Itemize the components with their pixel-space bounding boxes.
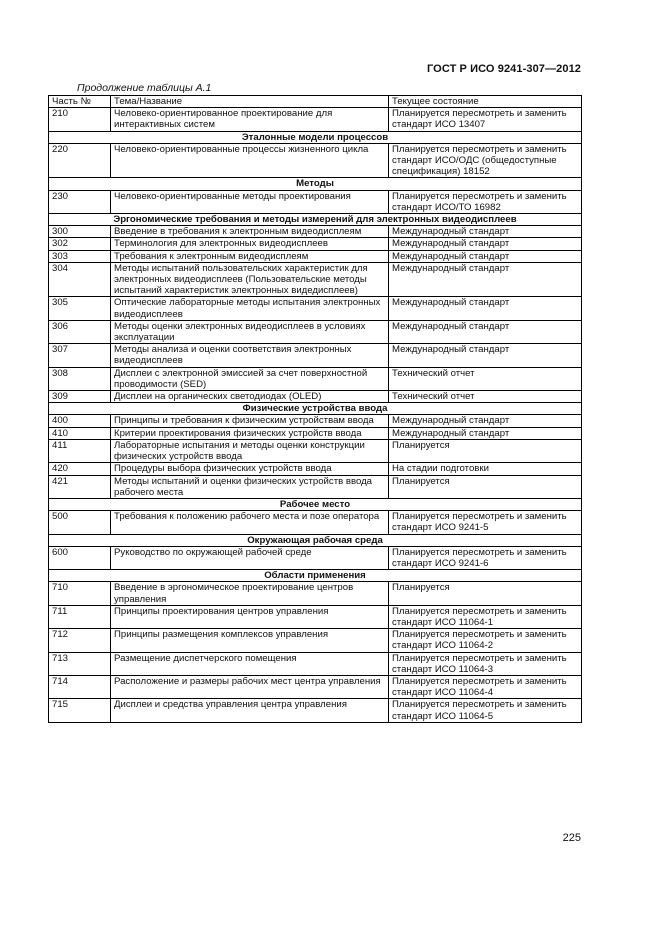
status-cell: Международный стандарт [389, 320, 582, 343]
table-header-row [49, 96, 582, 108]
title-cell: Принципы и требования к физическим устройствам ввода [111, 415, 389, 427]
table-row [49, 238, 582, 250]
part-number-cell: 305 [49, 297, 111, 320]
table-row [49, 391, 582, 403]
status-cell: Планируется [389, 439, 582, 462]
title-cell: Размещение диспетчерского помещения [111, 652, 389, 675]
part-number-cell: 300 [49, 226, 111, 238]
table-row [49, 190, 582, 213]
status-cell: Планируется пересмотреть и заменить стандарт ИСО 9241-5 [389, 511, 582, 534]
section-heading: Эргономические требования и методы измерений для электронных видеодисплеев [49, 214, 582, 226]
title-cell: Принципы проектирования центров управления [111, 605, 389, 628]
table-body [49, 108, 582, 723]
table-row [49, 250, 582, 262]
section-heading: Области применения [49, 570, 582, 582]
title-cell: Критерии проектирования физических устройств ввода [111, 427, 389, 439]
part-number-cell: 421 [49, 475, 111, 498]
part-number-cell: 307 [49, 344, 111, 367]
table-row [49, 475, 582, 498]
status-cell: Планируется пересмотреть и заменить стандарт ИСО 9241-6 [389, 546, 582, 569]
table-row [49, 320, 582, 343]
section-heading-row [49, 570, 582, 582]
status-cell: Международный стандарт [389, 415, 582, 427]
section-heading: Методы [49, 178, 582, 190]
status-cell: Планируется пересмотреть и заменить стандарт ИСО 11064-3 [389, 652, 582, 675]
part-number-cell: 210 [49, 108, 111, 131]
title-cell: Руководство по окружающей рабочей среде [111, 546, 389, 569]
part-number-cell: 715 [49, 699, 111, 722]
section-heading: Окружающая рабочая среда [49, 534, 582, 546]
part-number-cell: 714 [49, 675, 111, 698]
table-row [49, 582, 582, 605]
table-row [49, 546, 582, 569]
standards-table [48, 95, 582, 723]
table-row [49, 652, 582, 675]
status-cell: Международный стандарт [389, 427, 582, 439]
status-cell: Международный стандарт [389, 297, 582, 320]
table-row [49, 605, 582, 628]
title-cell: Принципы размещения комплексов управления [111, 629, 389, 652]
page-number: 225 [562, 832, 581, 844]
part-number-cell: 500 [49, 511, 111, 534]
column-header-part: Часть № [49, 96, 111, 108]
title-cell: Дисплеи с электронной эмиссией за счет поверхностной проводимости (SED) [111, 367, 389, 390]
standard-code: ГОСТ Р ИСО 9241-307—2012 [426, 63, 581, 75]
status-cell: Планируется пересмотреть и заменить стандарт ИСО/ОДС (общедоступные спецификация) 18152 [389, 143, 582, 178]
table-row [49, 108, 582, 131]
title-cell: Терминология для электронных видеодисплеев [111, 238, 389, 250]
title-cell: Дисплеи на органических светодиодах (OLED) [111, 391, 389, 403]
table-row [49, 344, 582, 367]
column-header-title: Тема/Название [111, 96, 389, 108]
table-row [49, 629, 582, 652]
status-cell: Планируется пересмотреть и заменить стандарт ИСО 11064-2 [389, 629, 582, 652]
part-number-cell: 220 [49, 143, 111, 178]
title-cell: Человеко-ориентированное проектирование для интерактивных систем [111, 108, 389, 131]
status-cell: Планируется [389, 582, 582, 605]
section-heading-row [49, 214, 582, 226]
part-number-cell: 230 [49, 190, 111, 213]
title-cell: Методы оценки электронных видеодисплеев в условиях эксплуатации [111, 320, 389, 343]
title-cell: Введение в эргономическое проектирование центров управления [111, 582, 389, 605]
title-cell: Лабораторные испытания и методы оценки конструкции физических устройств ввода [111, 439, 389, 462]
status-cell: Технический отчет [389, 391, 582, 403]
table-row [49, 367, 582, 390]
section-heading-row [49, 403, 582, 415]
table-row [49, 415, 582, 427]
status-cell: Международный стандарт [389, 262, 582, 297]
section-heading: Рабочее место [49, 498, 582, 510]
table-row [49, 675, 582, 698]
section-heading: Эталонные модели процессов [49, 131, 582, 143]
status-cell: Планируется пересмотреть и заменить стандарт ИСО 11064-4 [389, 675, 582, 698]
part-number-cell: 303 [49, 250, 111, 262]
status-cell: Технический отчет [389, 367, 582, 390]
section-heading-row [49, 178, 582, 190]
table-row [49, 143, 582, 178]
part-number-cell: 710 [49, 582, 111, 605]
part-number-cell: 306 [49, 320, 111, 343]
part-number-cell: 400 [49, 415, 111, 427]
status-cell: Планируется пересмотреть и заменить стандарт ИСО 11064-1 [389, 605, 582, 628]
part-number-cell: 712 [49, 629, 111, 652]
title-cell: Человеко-ориентированные методы проектирования [111, 190, 389, 213]
part-number-cell: 600 [49, 546, 111, 569]
title-cell: Дисплеи и средства управления центра управления [111, 699, 389, 722]
section-heading-row [49, 534, 582, 546]
status-cell: Планируется пересмотреть и заменить стандарт ИСО 13407 [389, 108, 582, 131]
table-row [49, 226, 582, 238]
title-cell: Введение в требования к электронным видеодисплеям [111, 226, 389, 238]
part-number-cell: 713 [49, 652, 111, 675]
title-cell: Процедуры выбора физических устройств ввода [111, 463, 389, 475]
section-heading: Физические устройства ввода [49, 403, 582, 415]
title-cell: Методы анализа и оценки соответствия электронных видеодисплеев [111, 344, 389, 367]
title-cell: Расположение и размеры рабочих мест центра управления [111, 675, 389, 698]
title-cell: Оптические лабораторные методы испытания электронных видеодисплеев [111, 297, 389, 320]
title-cell: Методы испытаний пользовательских характеристик для электронных видеодисплеев (Пользовательские методы испытаний характеристик электронных видедисплеев) [111, 262, 389, 297]
table-row [49, 439, 582, 462]
status-cell: Планируется пересмотреть и заменить стандарт ИСО 11064-5 [389, 699, 582, 722]
status-cell: На стадии подготовки [389, 463, 582, 475]
status-cell: Планируется пересмотреть и заменить стандарт ИСО/ТО 16982 [389, 190, 582, 213]
part-number-cell: 304 [49, 262, 111, 297]
table-row [49, 511, 582, 534]
part-number-cell: 411 [49, 439, 111, 462]
table-row [49, 427, 582, 439]
part-number-cell: 711 [49, 605, 111, 628]
title-cell: Требования к электронным видеодисплеям [111, 250, 389, 262]
title-cell: Человеко-ориентированные процессы жизненного цикла [111, 143, 389, 178]
table-row [49, 699, 582, 722]
table-row [49, 297, 582, 320]
status-cell: Международный стандарт [389, 344, 582, 367]
part-number-cell: 410 [49, 427, 111, 439]
part-number-cell: 302 [49, 238, 111, 250]
part-number-cell: 420 [49, 463, 111, 475]
table-row [49, 463, 582, 475]
table-continuation-caption: Продолжение таблицы А.1 [77, 82, 212, 94]
status-cell: Международный стандарт [389, 226, 582, 238]
column-header-status: Текущее состояние [389, 96, 582, 108]
title-cell: Требования к положению рабочего места и позе оператора [111, 511, 389, 534]
title-cell: Методы испытаний и оценки физических устройств ввода рабочего места [111, 475, 389, 498]
section-heading-row [49, 131, 582, 143]
status-cell: Международный стандарт [389, 238, 582, 250]
part-number-cell: 308 [49, 367, 111, 390]
part-number-cell: 309 [49, 391, 111, 403]
section-heading-row [49, 498, 582, 510]
table-row [49, 262, 582, 297]
status-cell: Планируется [389, 475, 582, 498]
status-cell: Международный стандарт [389, 250, 582, 262]
